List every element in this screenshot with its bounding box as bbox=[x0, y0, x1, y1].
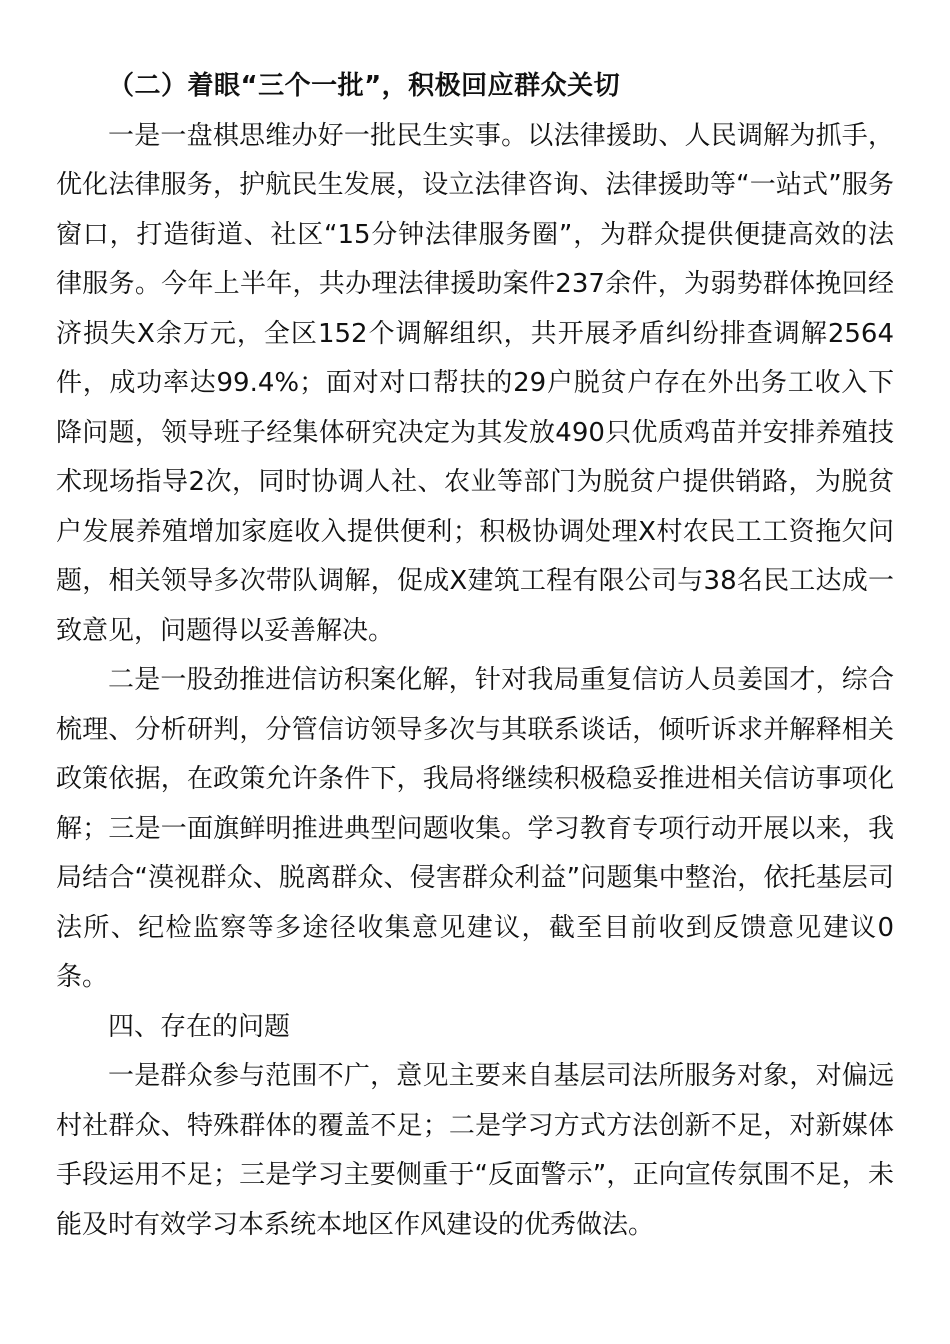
paragraph-livelihood: 一是一盘棋思维办好一批民生实事。以法律援助、人民调解为抓手，优化法律服务，护航民生发展，设立法律咨询、法律援助等“一站式”服务窗口，打造街道、社区“15分钟法律服务圈”，为群众提供便捷高效的法律服务。今年上半年，共办理法律援助案件237余件，为弱势群体挽回经济损失X余万元，全区152个调解组织，共开展矛盾纠纷排查调解2564件，成功率达99.4%；面对对口帮扶的29户脱贫户存在外出务工收入下降问题，领导班子经集体研究决定为其发放490只优质鸡苗并安排养殖技术现场指导2次，同时协调人社、农业等部门为脱贫户提供销路，为脱贫户发展养殖增加家庭收入提供便利；积极协调处理X村农民工工资拖欠问题，相关领导多次带队调解，促成X建筑工程有限公司与38名民工达成一致意见，问题得以妥善解决。 bbox=[56, 120, 894, 646]
subheading: （二）着眼“三个一批”，积极回应群众关切 bbox=[108, 71, 621, 101]
section-heading-problems: 四、存在的问题 bbox=[108, 1011, 291, 1042]
paragraph-petition: 二是一股劲推进信访积案化解，针对我局重复信访人员姜国才，综合梳理、分析研判，分管信访领导多次与其联系谈话，倾听诉求并解释相关政策依据，在政策允许条件下，我局将继续积极稳妥推进相关信访事项化解；三是一面旗鲜明推进典型问题收集。学习教育专项行动开展以来，我局结合“漠视群众、脱离群众、侵害群众利益”问题集中整治，依托基层司法所、纪检监察等多途径收集意见建议，截至目前收到反馈意见建议0条。 bbox=[56, 665, 894, 992]
document-page bbox=[56, 62, 894, 1250]
paragraph-problems: 一是群众参与范围不广，意见主要来自基层司法所服务对象，对偏远村社群众、特殊群体的覆盖不足；二是学习方式方法创新不足，对新媒体手段运用不足；三是学习主要侧重于“反面警示”，正向宣传氛围不足，未能及时有效学习本系统本地区作风建设的优秀做法。 bbox=[56, 1061, 894, 1240]
